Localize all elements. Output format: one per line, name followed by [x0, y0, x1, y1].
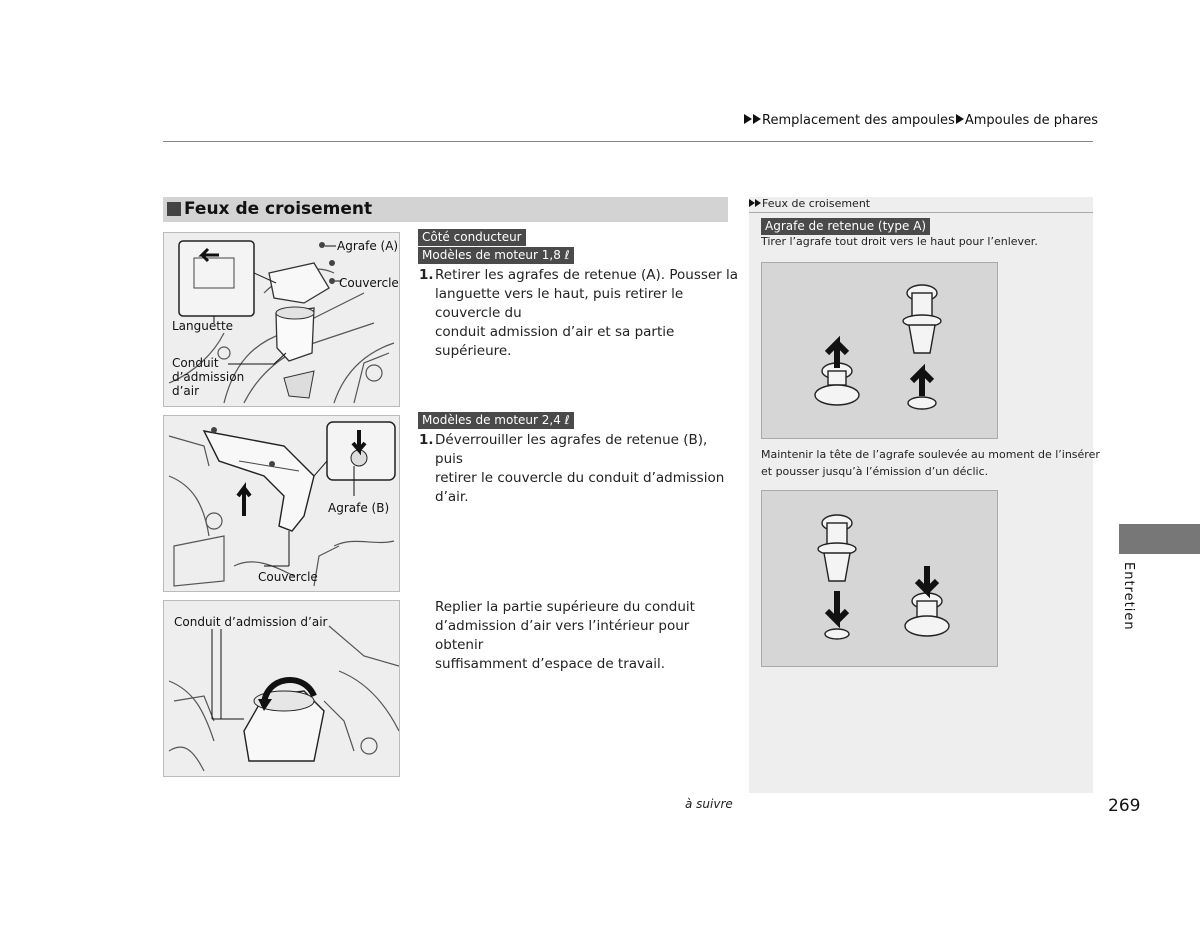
- tag-cote-conducteur: Côté conducteur: [418, 229, 526, 246]
- figure-engine-2: [163, 415, 400, 592]
- clip-insertion-illustration: [762, 491, 999, 668]
- tag-moteur-24: Modèles de moteur 2,4 ℓ: [418, 412, 574, 429]
- breadcrumb-item[interactable]: Remplacement des ampoules: [762, 113, 955, 128]
- sidebar-title: Feux de croisement: [749, 197, 1093, 213]
- step-number: 1.: [419, 432, 434, 448]
- label-agrafe-b: Agrafe (B): [328, 501, 390, 515]
- label-languette: Languette: [172, 319, 234, 333]
- breadcrumb: [744, 113, 1098, 128]
- section-title: Feux de croisement: [184, 199, 373, 219]
- continue-note: à suivre: [685, 797, 733, 811]
- triangle-icon: [956, 114, 964, 124]
- header-rule: [163, 141, 1093, 142]
- label-conduit: Conduit: [172, 356, 219, 370]
- tag-agrafe-type-a: Agrafe de retenue (type A): [761, 218, 930, 235]
- clip-removal-illustration: [762, 263, 999, 440]
- label-conduit: d’air: [172, 384, 200, 398]
- step-text: Déverrouiller les agrafes de retenue (B), puis retirer le couvercle du conduit d’admission d’air.: [435, 432, 725, 505]
- instruction-text: Replier la partie supérieure du conduit d’admission d’air vers l’intérieur pour obtenir suffisamment d’espace de travail.: [435, 599, 695, 672]
- chapter-tab-label: Entretien: [1121, 562, 1136, 631]
- label-agrafe-a: Agrafe (A): [337, 239, 399, 253]
- figure-engine-3: [163, 600, 400, 777]
- sidebar-note: Maintenir la tête de l’agrafe soulevée au moment de l’insérer et pousser jusqu’à l’émission d’un déclic.: [761, 448, 1100, 478]
- figure-engine-1: [163, 232, 400, 407]
- page-number: 269: [1108, 796, 1141, 816]
- step-text: Retirer les agrafes de retenue (A). Pousser la languette vers le haut, puis retirer le couvercle du conduit admission d’air et sa partie supérieure.: [435, 267, 739, 359]
- step-1: [419, 266, 739, 359]
- triangle-icon: [755, 199, 761, 207]
- step-1: [419, 431, 739, 505]
- breadcrumb-item[interactable]: Ampoules de phares: [964, 113, 1099, 128]
- triangle-icon: [753, 114, 761, 124]
- label-couvercle: Couvercle: [339, 276, 399, 290]
- section-heading: [163, 197, 728, 222]
- label-couvercle: Couvercle: [258, 570, 318, 584]
- figure-clip-insertion: [761, 490, 998, 667]
- tag-moteur-18: Modèles de moteur 1,8 ℓ: [418, 247, 574, 264]
- sidebar-note: Tirer l’agrafe tout droit vers le haut pour l’enlever.: [761, 235, 1038, 248]
- label-conduit-admission: Conduit d’admission d’air: [174, 615, 328, 629]
- label-conduit: d’admission: [172, 370, 245, 384]
- step-number: 1.: [419, 267, 434, 283]
- square-bullet-icon: [167, 202, 181, 216]
- triangle-icon: [744, 114, 752, 124]
- figure-clip-removal: [761, 262, 998, 439]
- chapter-tab[interactable]: [1119, 524, 1200, 554]
